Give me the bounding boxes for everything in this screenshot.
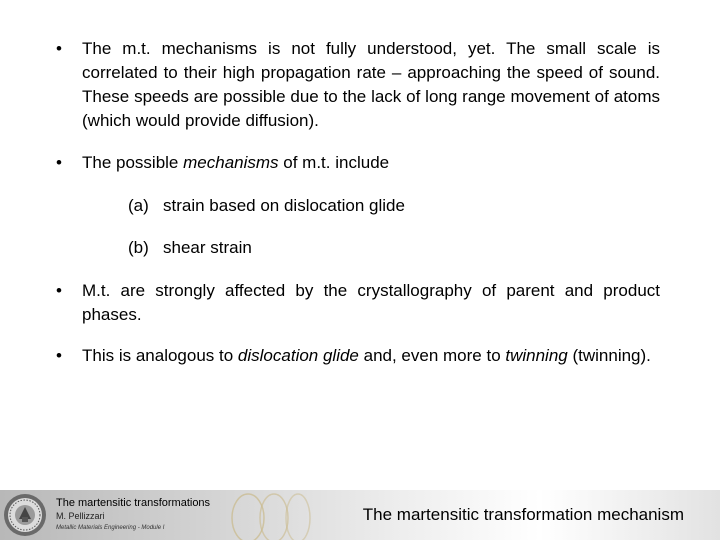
bullet-text: M.t. are strongly affected by the crystallography of parent and product phases.: [82, 281, 660, 324]
footer-course-info: [56, 496, 210, 533]
footer-slide-title: The martensitic transformation mechanism: [362, 505, 684, 524]
bullet-text-part: of m.t. include: [278, 153, 390, 172]
bullet-marker: •: [56, 153, 62, 172]
bullet-text-emphasis: twinning: [505, 346, 568, 365]
bullet-mechanisms-understanding: [56, 37, 660, 133]
university-seal-icon: [3, 493, 47, 537]
bullet-text-emphasis: dislocation glide: [237, 346, 359, 365]
bullet-text: [82, 344, 660, 368]
sub-item-a: [128, 194, 405, 218]
sub-item-label: (a): [128, 196, 149, 215]
bullet-text-part: The possible: [82, 153, 184, 172]
footer-course-name: Metallic Materials Engineering - Module I: [56, 525, 165, 531]
bullet-possible-mechanisms: [56, 151, 660, 175]
bullet-marker: •: [56, 281, 62, 300]
bullet-marker: •: [56, 39, 62, 58]
sub-item-b: [128, 236, 252, 260]
footer-lecture-title: The martensitic transformations: [56, 497, 211, 509]
sub-item-label: (b): [128, 238, 149, 257]
bullet-analogy: [56, 344, 660, 368]
bullet-text: [82, 151, 660, 175]
bullet-text-part: This is analogous to: [82, 346, 238, 365]
bullet-marker: •: [56, 346, 62, 365]
bullet-text: The m.t. mechanisms is not fully understood, yet. The small scale is correlated to their high propagation rate – approaching the speed of sound. These speeds are possible due to the lack of long range movement of atoms (which would provide diffusion).: [82, 39, 660, 130]
bullet-crystallography: [56, 279, 660, 327]
sub-item-text: strain based on dislocation glide: [163, 196, 405, 215]
footer-bar: [0, 490, 720, 540]
sub-item-text: shear strain: [163, 238, 252, 257]
footer-decoration: [228, 490, 318, 540]
bullet-text-part: (twinning).: [567, 346, 651, 365]
bullet-text-part: and, even more to: [358, 346, 506, 365]
bullet-text-emphasis: mechanisms: [183, 153, 279, 172]
footer-author: M. Pellizzari: [56, 511, 105, 521]
